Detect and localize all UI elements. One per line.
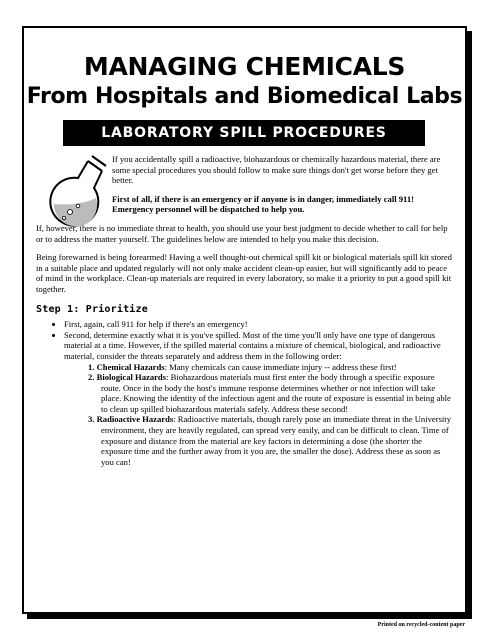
- spill-kit-paragraph: Being forewarned is being forearmed! Having a well thought-out chemical spill kit or biological materials spill kit stored in a suitable place and updated regularly will not only make accident clean-up easier, but will significantly add to peace of mind in the workplace. Clean-up materials are required in every laboratory, so make it a priority to put a good spill kit together.: [36, 252, 452, 294]
- intro-paragraph: If you accidentally spill a radioactive, biohazardous or chemically hazardous material, there are some special procedures you should follow to make sure things don't get worse before they get better.: [112, 154, 441, 186]
- hazard-label: 2. Biological Hazards: [88, 372, 167, 383]
- list-item: [88, 362, 454, 373]
- recycled-paper-note: Printed on recycled-content paper: [377, 622, 465, 628]
- emergency-paragraph: [112, 194, 454, 215]
- hazard-text: : Radioactive materials, though rarely pose an immediate threat in the University environment, they are heavily regulated, can spread very easily, and can be difficult to clean. Time of exposure and distance from the material are key factors in determining a dose (the shorter the exposure time and the further away from it you are, the smaller the dose). Address these as soon as you can!: [101, 414, 451, 467]
- judgment-paragraph: If, however, there is no immediate threat to health, you should use your best judgment to decide whether to call for help or to address the matter yourself. The guidelines below are intended to help you make this decision.: [36, 222, 448, 244]
- determine-text: Second, determine exactly what it is you've spilled. Most of the time you'll only have one type of dangerous material at a time. However, if the spilled material contains a mixture of chemical, biological, and radioactive material, consider the threats separately and address them in the following order:: [64, 329, 441, 361]
- step-1-heading: Step 1: Prioritize: [36, 303, 148, 315]
- hazard-label: 3. Radioactive Hazards: [88, 414, 174, 425]
- hazard-label: 1. Chemical Hazards: [88, 361, 165, 372]
- list-item: [88, 372, 454, 414]
- emergency-text: First of all, if there is an emergency or if anyone is in danger, immediately call 911! Emergency personnel will be dispatched to help you.: [112, 193, 415, 215]
- title-line-2: From Hospitals and Biomedical Labs: [26, 84, 463, 109]
- hazard-order-list: [64, 362, 454, 468]
- list-item: [88, 414, 454, 467]
- main-content: [36, 154, 454, 467]
- hazard-text: : Many chemicals can cause immediate injury -- address these first!: [164, 361, 397, 372]
- document-title: [22, 52, 467, 112]
- title-line-1: MANAGING CHEMICALS: [83, 52, 406, 81]
- list-item: [64, 330, 454, 468]
- step-1-list: [36, 319, 454, 467]
- section-banner: LABORATORY SPILL PROCEDURES: [63, 120, 425, 146]
- list-item: • First, again, call 911 for help if there's an emergency!: [64, 319, 454, 330]
- hazard-text: : Biohazardous materials must first enter the body through a specific exposure route. Once in the body the host's immune response determines whether or not infection will take place. Knowing the identity of the infectious agent and the route of exposure is essential in being able to clean up spilled biohazardous materials safely. Address these second!: [101, 372, 451, 414]
